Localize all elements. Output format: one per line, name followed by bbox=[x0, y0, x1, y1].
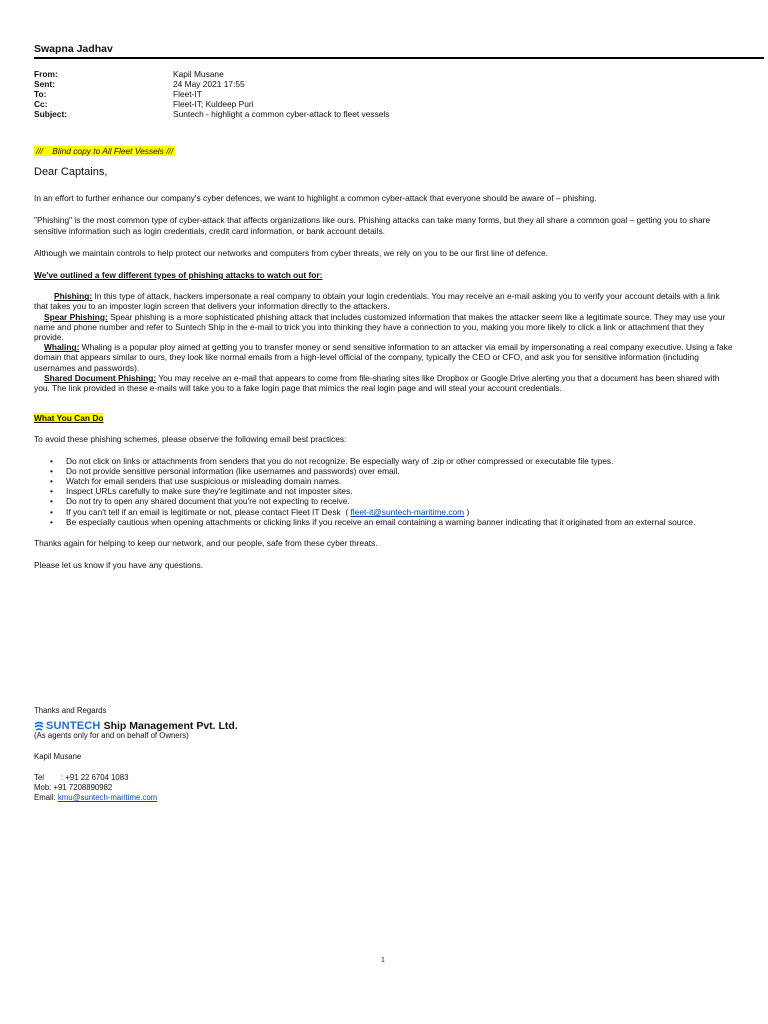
bullet-icon: • bbox=[50, 516, 53, 527]
list-item bbox=[50, 465, 734, 476]
email-label: Email: bbox=[34, 793, 58, 802]
bullet-icon: • bbox=[50, 476, 53, 487]
type-text: In this type of attack, hackers impersonate a real company to obtain your login credentials. You may receive an e-mail asking you to verify your account details with a link that takes you to an imposter login screen that delivers your information directly to the attackers. bbox=[34, 291, 720, 312]
tips-list bbox=[34, 456, 734, 527]
from-value: Kapil Musane bbox=[173, 69, 224, 79]
what-you-can-do-heading: What You Can Do bbox=[34, 413, 104, 424]
signature-block bbox=[34, 706, 238, 803]
header-rule bbox=[34, 57, 764, 59]
type-shared-document bbox=[34, 373, 734, 393]
type-spear-phishing bbox=[34, 312, 734, 343]
bullet-icon: • bbox=[50, 486, 53, 497]
to-label: To: bbox=[34, 89, 47, 99]
sent-value: 24 May 2021 17:55 bbox=[173, 79, 245, 89]
list-item bbox=[50, 516, 734, 527]
bullet-icon: • bbox=[50, 455, 53, 466]
email-row bbox=[34, 793, 238, 803]
agents-note: (As agents only for and on behalf of Owners) bbox=[34, 731, 189, 740]
tip-text: If you can't tell if an email is legitimate or not, please contact Fleet IT Desk ( bbox=[66, 506, 351, 517]
defence-paragraph: Although we maintain controls to help protect our networks and computers from cyber threats, we rely on you to be our first line of defence. bbox=[34, 247, 548, 258]
email-body bbox=[34, 146, 734, 582]
greeting: Dear Captains, bbox=[34, 166, 108, 179]
type-whaling bbox=[34, 342, 734, 373]
type-label: Spear Phishing: bbox=[44, 311, 108, 322]
questions-paragraph: Please let us know if you have any questions. bbox=[34, 560, 203, 571]
bullet-icon: • bbox=[50, 496, 53, 507]
types-heading: We've outlined a few different types of phishing attacks to watch out for: bbox=[34, 270, 323, 281]
to-row bbox=[34, 89, 389, 99]
signatory-name: Kapil Musane bbox=[34, 752, 82, 761]
mob-row: Mob: +91 7208890982 bbox=[34, 783, 113, 792]
regards-text: Thanks and Regards bbox=[34, 706, 107, 715]
fleet-it-email-link[interactable]: fleet-it@suntech-maritime.com bbox=[350, 506, 465, 517]
logo-company: Ship Management Pvt. Ltd. bbox=[103, 720, 238, 732]
tel-label: Tel bbox=[34, 773, 44, 782]
tip-text: Watch for email senders that use suspicious or misleading domain names. bbox=[66, 476, 342, 487]
cc-value: Fleet-IT; Kuldeep Puri bbox=[173, 99, 254, 109]
from-row bbox=[34, 69, 389, 79]
signature-email-link[interactable]: kmu@suntech-maritime.com bbox=[57, 793, 158, 802]
phishing-types bbox=[34, 291, 734, 393]
sent-row bbox=[34, 79, 389, 89]
intro-paragraph: In an effort to further enhance our company's cyber defences, we want to highlight a common cyber-attack that everyone should be aware of – phishing. bbox=[34, 193, 597, 204]
tel-value: : +91 22 6704 1083 bbox=[61, 773, 129, 782]
tel-row bbox=[34, 773, 238, 783]
bullet-icon: • bbox=[50, 506, 53, 517]
list-item bbox=[50, 496, 734, 507]
type-text: Spear phishing is a more sophisticated phishing attack that includes customized information that makes the attacker seem like a legitimate source. They may use your name and phone number and refer to Suntech Ship in the e-mail to trick you into thinking they have a connection to you, making you more likely to click a link or attachment that they provide. bbox=[34, 311, 726, 343]
sent-label: Sent: bbox=[34, 79, 55, 89]
logo-brand: SUNTECH bbox=[46, 720, 101, 732]
type-label: Shared Document Phishing: bbox=[44, 372, 157, 383]
tip-text: Do not click on links or attachments from senders that you do not recognize. Be especially wary of .zip or other compressed or executable file types. bbox=[66, 455, 614, 466]
type-phishing bbox=[34, 291, 734, 311]
bullet-icon: • bbox=[50, 465, 53, 476]
author-name: Swapna Jadhav bbox=[34, 43, 113, 55]
tip-text: Be especially cautious when opening attachments or clicking links if you receive an email containing a warning banner indicating that it originated from an external source. bbox=[66, 516, 696, 527]
to-value: Fleet-IT bbox=[173, 89, 202, 99]
subject-label: Subject: bbox=[34, 109, 68, 119]
cc-row bbox=[34, 99, 389, 109]
type-text: Whaling is a popular ploy aimed at getting you to transfer money or send sensitive information to an attacker via email by impersonating a real company executive. Using a fake domain that appears similar to ours, they look like normal emails from a high-level official of the company, typically the CEO or CFO, and ask you for sensitive information (including usernames and passwords). bbox=[34, 342, 733, 373]
thanks-paragraph: Thanks again for helping to keep our network, and our people, safe from these cyber threats. bbox=[34, 538, 378, 549]
tip-text-end: ) bbox=[464, 506, 470, 517]
company-logo bbox=[34, 721, 238, 731]
tip-text: Do not provide sensitive personal information (like usernames and passwords) over email. bbox=[66, 465, 400, 476]
type-text: You may receive an e-mail that appears to come from file-sharing sites like Dropbox or Google Drive alerting you that a document has been shared with you. The link provided in these e-mails will take you to a fake login page that mimics the real login page and will steal your account credentials. bbox=[34, 372, 720, 394]
page-number: 1 bbox=[381, 957, 385, 964]
list-item bbox=[50, 455, 734, 466]
subject-value: Suntech - highlight a common cyber-attack to fleet vessels bbox=[173, 109, 390, 119]
tip-text: Inspect URLs carefully to make sure they're legitimate and not imposter sites. bbox=[66, 486, 353, 497]
from-label: From: bbox=[34, 69, 58, 79]
suntech-logo-icon bbox=[34, 721, 44, 731]
type-label: Whaling: bbox=[44, 342, 80, 353]
list-item bbox=[50, 506, 734, 517]
tip-text: Do not try to open any shared document that you're not expecting to receive. bbox=[66, 496, 350, 507]
list-item bbox=[50, 476, 734, 487]
phishing-definition-paragraph: "Phishing" is the most common type of cyber-attack that affects organizations like ours. Phishing attacks can take many forms, but they all share a common goal – getting you to share sensitive information such as login credentials, credit card information, or bank account details. bbox=[34, 215, 711, 236]
blind-copy-note: /// Blind copy to All Fleet Vessels /// bbox=[36, 146, 174, 156]
email-header bbox=[34, 69, 389, 119]
list-item bbox=[50, 486, 734, 497]
subject-row bbox=[34, 109, 389, 119]
type-label: Phishing: bbox=[54, 291, 93, 302]
cc-label: Cc: bbox=[34, 99, 48, 109]
tips-intro: To avoid these phishing schemes, please observe the following email best practices: bbox=[34, 434, 347, 445]
